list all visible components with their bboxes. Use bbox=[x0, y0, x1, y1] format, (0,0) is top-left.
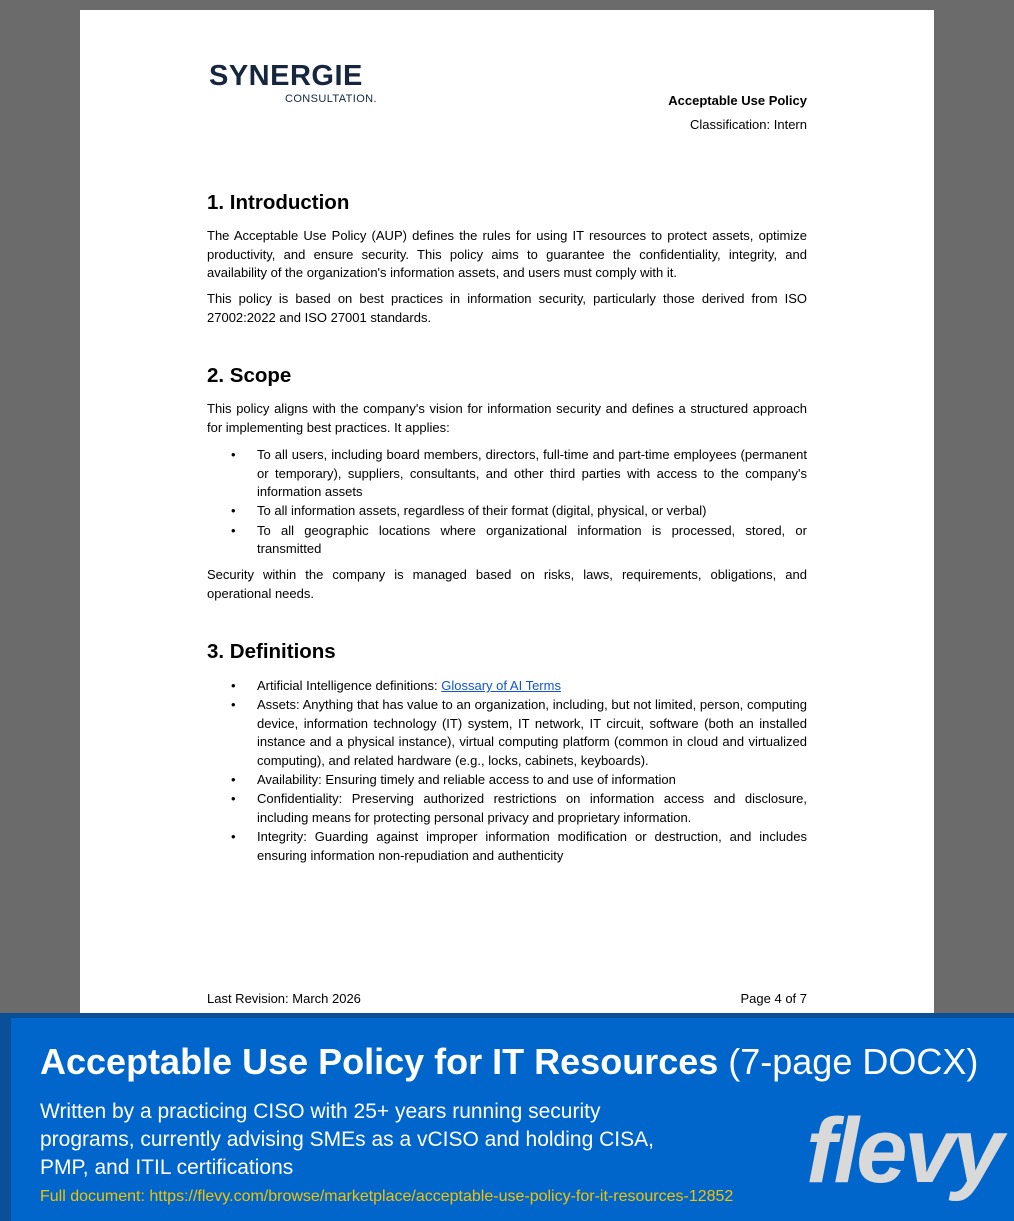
document-header bbox=[668, 94, 807, 132]
intro-paragraph-1: The Acceptable Use Policy (AUP) defines the rules for using IT resources to protect assets, optimize productivity, and ensure security. This policy aims to guarantee the confidentiality, integrity, and availability of the organization's information assets, and users must comply with it. bbox=[207, 228, 807, 280]
glossary-link[interactable]: Glossary of AI Terms bbox=[441, 678, 561, 693]
banner-description: Written by a practicing CISO with 25+ years running security programs, currently advising SMEs as a vCISO and holding CISA, PMP, and ITIL certifications bbox=[40, 1100, 654, 1179]
page-number: Page 4 of 7 bbox=[740, 991, 807, 1006]
heading-introduction: 1. Introduction bbox=[207, 191, 350, 214]
logo-sub-text: CONSULTATION. bbox=[285, 93, 377, 105]
company-logo bbox=[209, 60, 377, 105]
logo-main-text: SYNERGIE bbox=[209, 60, 363, 92]
banner-top-stripe bbox=[0, 1013, 1014, 1018]
list-item: • Assets: Anything that has value to an organization, including, but not limited, person, computing device, information technology (IT) system, IT network, IT circuit, software (both an installed instance and a physical instance), virtual computing platform (common in cloud and virtualized computing), and related hardware (e.g., locks, cabinets, keyboards). bbox=[207, 696, 807, 770]
scope-list bbox=[207, 446, 807, 559]
scope-paragraph-2: Security within the company is managed based on risks, laws, requirements, obligations, and operational needs. bbox=[207, 567, 807, 601]
list-item: • To all geographic locations where organizational information is processed, stored, or transmitted bbox=[207, 522, 807, 559]
list-item: • To all users, including board members, directors, full-time and part-time employees (permanent or temporary), suppliers, consultants, and other third parties with access to the company's information assets bbox=[207, 446, 807, 502]
list-item: • To all information assets, regardless of their format (digital, physical, or verbal) bbox=[207, 502, 807, 521]
list-item-ai-definitions bbox=[207, 677, 807, 696]
ai-definitions-label: Artificial Intelligence definitions: bbox=[257, 678, 442, 693]
list-item: • Availability: Ensuring timely and reliable access to and use of information bbox=[207, 771, 807, 790]
document-title: Acceptable Use Policy bbox=[668, 93, 807, 108]
scope-paragraph-1: This policy aligns with the company's vision for information security and defines a structured approach for implementing best practices. It applies: bbox=[207, 401, 807, 435]
last-revision: Last Revision: March 2026 bbox=[207, 991, 361, 1006]
classification-label: Classification: Intern bbox=[689, 117, 807, 132]
banner-title-main: Acceptable Use Policy for IT Resources bbox=[40, 1041, 719, 1082]
banner-title bbox=[40, 1041, 978, 1083]
list-item: • Integrity: Guarding against improper information modification or destruction, and includes ensuring information non-repudiation and authenticity bbox=[207, 828, 807, 865]
banner-left-stripe bbox=[0, 1013, 11, 1221]
flevy-logo: flevy bbox=[806, 1100, 1001, 1202]
list-item: • Confidentiality: Preserving authorized restrictions on information access and disclosure, including means for protecting personal privacy and proprietary information. bbox=[207, 790, 807, 827]
banner-title-format: (7-page DOCX) bbox=[718, 1041, 979, 1082]
intro-paragraph-2: This policy is based on best practices in information security, particularly those derived from ISO 27002:2022 and ISO 27001 standards. bbox=[207, 291, 807, 325]
heading-definitions: 3. Definitions bbox=[207, 640, 336, 663]
document-page bbox=[80, 10, 934, 1013]
definitions-list bbox=[207, 677, 807, 866]
heading-scope: 2. Scope bbox=[207, 364, 292, 387]
promo-banner bbox=[0, 1013, 1014, 1221]
full-document-link[interactable]: Full document: https://flevy.com/browse/marketplace/acceptable-use-policy-for-it-resources-12852 bbox=[40, 1188, 734, 1205]
